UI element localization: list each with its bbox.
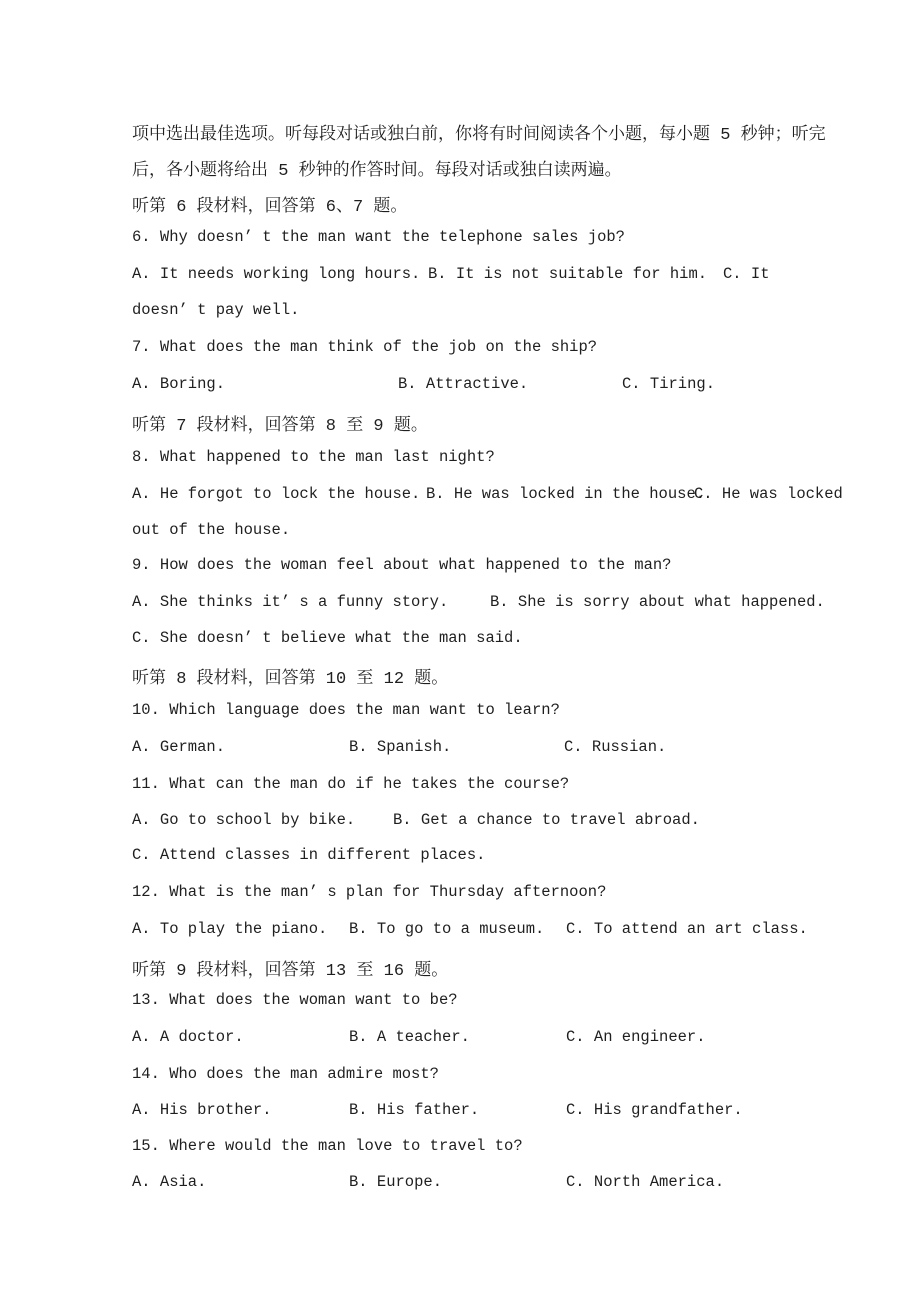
option-c: C. Tiring. [622,375,716,393]
option-b: B. She is sorry about what happened. [490,593,825,611]
options-line [0,593,920,619]
text-segment: 8. What happened to the man last night? [132,448,495,466]
text-segment: 听第 8 段材料，回答第 10 至 12 题。 [132,670,449,689]
text-segment: 12. What is the man’ s plan for Thursday afternoon? [132,883,607,901]
option-a: A. Boring. [132,375,226,393]
option-c: C. Attend classes in different places. [132,846,486,864]
text-segment: 听第 7 段材料，回答第 8 至 9 题。 [132,417,428,436]
section-instruction [0,663,920,689]
text-segment: 6. Why doesn’ t the man want the telephone sales job? [132,228,625,246]
question-line [0,338,920,364]
text-segment: 10. Which language does the man want to learn? [132,701,560,719]
text-segment: 项中选出最佳选项。听每段对话或独白前，你将有时间阅读各个小题，每小题 5 秒钟；听完 [132,126,826,145]
options-line [0,920,920,946]
options-line [0,1028,920,1054]
text-segment: 9. How does the woman feel about what happened to the man? [132,556,672,574]
question-line [0,448,920,474]
option-a: A. He forgot to lock the house. [132,485,421,503]
options-line [0,738,920,764]
option-b: B. It is not suitable for him. [428,265,708,283]
section-instruction [0,955,920,981]
question-line [0,556,920,582]
question-line [0,883,920,909]
question-line [0,701,920,727]
question-line [0,228,920,254]
option-b: B. To go to a museum. [349,920,545,938]
options-line [0,629,920,655]
option-a: A. Go to school by bike. [132,811,356,829]
option-c-continuation: doesn’ t pay well. [132,301,300,319]
question-line [0,1065,920,1091]
text-segment: 后，各小题将给出 5 秒钟的作答时间。每段对话或独白读两遍。 [132,162,622,181]
text-segment: 11. What can the man do if he takes the course? [132,775,570,793]
option-c-continuation: out of the house. [132,521,291,539]
option-b: B. A teacher. [349,1028,470,1046]
option-a: A. German. [132,738,226,756]
option-c: C. He was locked [694,485,843,503]
option-c: C. An engineer. [566,1028,706,1046]
option-a: A. It needs working long hours. [132,265,421,283]
question-line [0,1137,920,1163]
text-segment: 13. What does the woman want to be? [132,991,458,1009]
text-segment: 听第 6 段材料，回答第 6、7 题。 [132,198,408,217]
options-line [0,846,920,872]
option-a: A. His brother. [132,1101,272,1119]
option-b: B. Spanish. [349,738,452,756]
option-c: C. His grandfather. [566,1101,743,1119]
option-b: B. He was locked in the house. [426,485,706,503]
option-a: A. She thinks it’ s a funny story. [132,593,449,611]
options-line [0,1101,920,1127]
paragraph-line [0,155,920,181]
options-line [0,1173,920,1199]
option-b: B. Get a chance to travel abroad. [393,811,700,829]
text-segment: 14. Who does the man admire most? [132,1065,439,1083]
option-b: B. Europe. [349,1173,443,1191]
question-line [0,991,920,1017]
option-c: C. She doesn’ t believe what the man said. [132,629,523,647]
option-b: B. Attractive. [398,375,529,393]
options-line [0,265,920,291]
option-a: A. To play the piano. [132,920,328,938]
options-line [0,811,920,837]
option-a: A. A doctor. [132,1028,244,1046]
option-c: C. To attend an art class. [566,920,808,938]
text-segment: 15. Where would the man love to travel to? [132,1137,523,1155]
text-segment: 听第 9 段材料，回答第 13 至 16 题。 [132,962,449,981]
option-b: B. His father. [349,1101,480,1119]
option-c: C. North America. [566,1173,725,1191]
option-c: C. Russian. [564,738,667,756]
option-continuation [0,521,920,547]
options-line [0,485,920,511]
section-instruction [0,191,920,217]
options-line [0,375,920,401]
text-segment: 7. What does the man think of the job on the ship? [132,338,598,356]
paragraph-line [0,119,920,145]
option-a: A. Asia. [132,1173,207,1191]
section-instruction [0,410,920,436]
question-line [0,775,920,801]
option-continuation [0,301,920,327]
option-c: C. It [723,265,770,283]
